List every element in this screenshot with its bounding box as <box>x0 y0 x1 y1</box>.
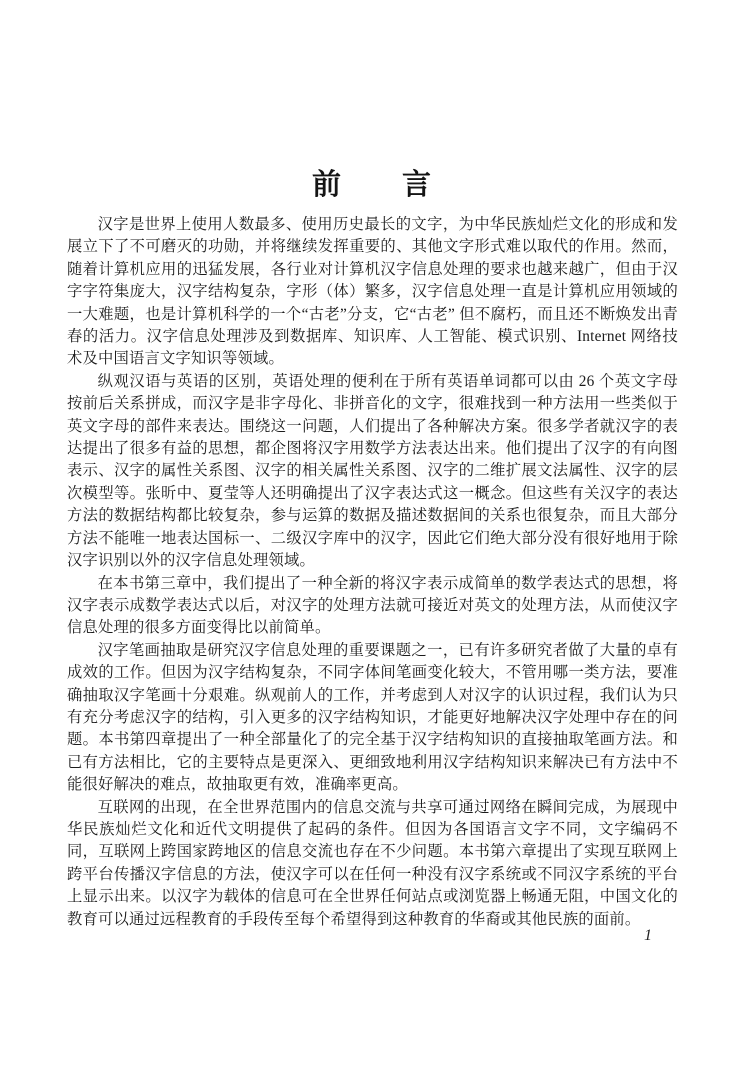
paragraph: 汉字是世界上使用人数最多、使用历史最长的文字，为中华民族灿烂文化的形成和发展立下了不可磨灭的功勋，并将继续发挥重要的、其他文字形式难以取代的作用。然而，随着计算机应用的迅猛发展，各行业对计算机汉字信息处理的要求也越来越广，但由于汉字字符集庞大，汉字结构复杂，字形（体）繁多，汉字信息处理一直是计算机应用领域的一大难题，也是计算机科学的一个“古老”分支，它“古老” 但不腐朽，而且还不断焕发出青春的活力。汉字信息处理涉及到数据库、知识库、人工智能、模式识别、Internet 网络技术及中国语言文字知识等领域。 <box>67 216 678 368</box>
paragraph: 互联网的出现，在全世界范围内的信息交流与共享可通过网络在瞬间完成，为展现中华民族灿烂文化和近代文明提供了起码的条件。但因为各国语言文字不同，文字编码不同，互联网上跨国家跨地区的信息交流也存在不少问题。本书第六章提出了实现互联网上跨平台传播汉字信息的方法，使汉字可以在任何一种没有汉字系统或不同汉字系统的平台上显示出来。以汉字为载体的信息可在全世界任何站点或浏览器上畅通无阻，中国文化的教育可以通过远程教育的手段传至每个希望得到这种教育的华裔或其他民族的面前。 <box>67 798 678 928</box>
page-number: 1 <box>644 927 652 944</box>
paragraph: 汉字笔画抽取是研究汉字信息处理的重要课题之一，已有许多研究者做了大量的卓有成效的工作。但因为汉字结构复杂，不同字体间笔画变化较大，不管用哪一类方法，要准确抽取汉字笔画十分艰难。纵观前人的工作，并考虑到人对汉字的认识过程，我们认为只有充分考虑汉字的结构，引入更多的汉字结构知识，才能更好地解决汉字处理中存在的问题。本书第四章提出了一种全部量化了的完全基于汉字结构知识的直接抽取笔画方法。和已有方法相比，它的主要特点是更深入、更细致地利用汉字结构知识来解决已有方法中不能很好解决的难点，故抽取更有效，准确率更高。 <box>67 641 678 794</box>
preface-body <box>67 214 678 931</box>
paragraph: 纵观汉语与英语的区别，英语处理的便利在于所有英语单词都可以由 26 个英文字母按前后关系拼成，而汉字是非字母化、非拼音化的文字，很难找到一种方法用一些类似于英文字母的部件来表达。围绕这一问题，人们提出了各种解决方案。很多学者就汉字的表达提出了很多有益的思想，都企图将汉字用数学方法表达出来。他们提出了汉字的有向图表示、汉字的属性关系图、汉字的相关属性关系图、汉字的二维扩展文法属性、汉字的层次模型等。张昕中、夏莹等人还明确提出了汉字表达式这一概念。但这些有关汉字的表达方法的数据结构都比较复杂，参与运算的数据及描述数据间的关系也很复杂，而且大部分方法不能唯一地表达国标一、二级汉字库中的汉字，因此它们绝大部分没有很好地用于除汉字识别以外的汉字信息处理领域。 <box>67 372 678 570</box>
page-title: 前 言 <box>311 169 432 201</box>
paragraph: 在本书第三章中，我们提出了一种全新的将汉字表示成简单的数学表达式的思想，将汉字表示成数学表达式以后，对汉字的处理方法就可接近对英文的处理方法，从而使汉字信息处理的很多方面变得比以前简单。 <box>67 574 678 637</box>
